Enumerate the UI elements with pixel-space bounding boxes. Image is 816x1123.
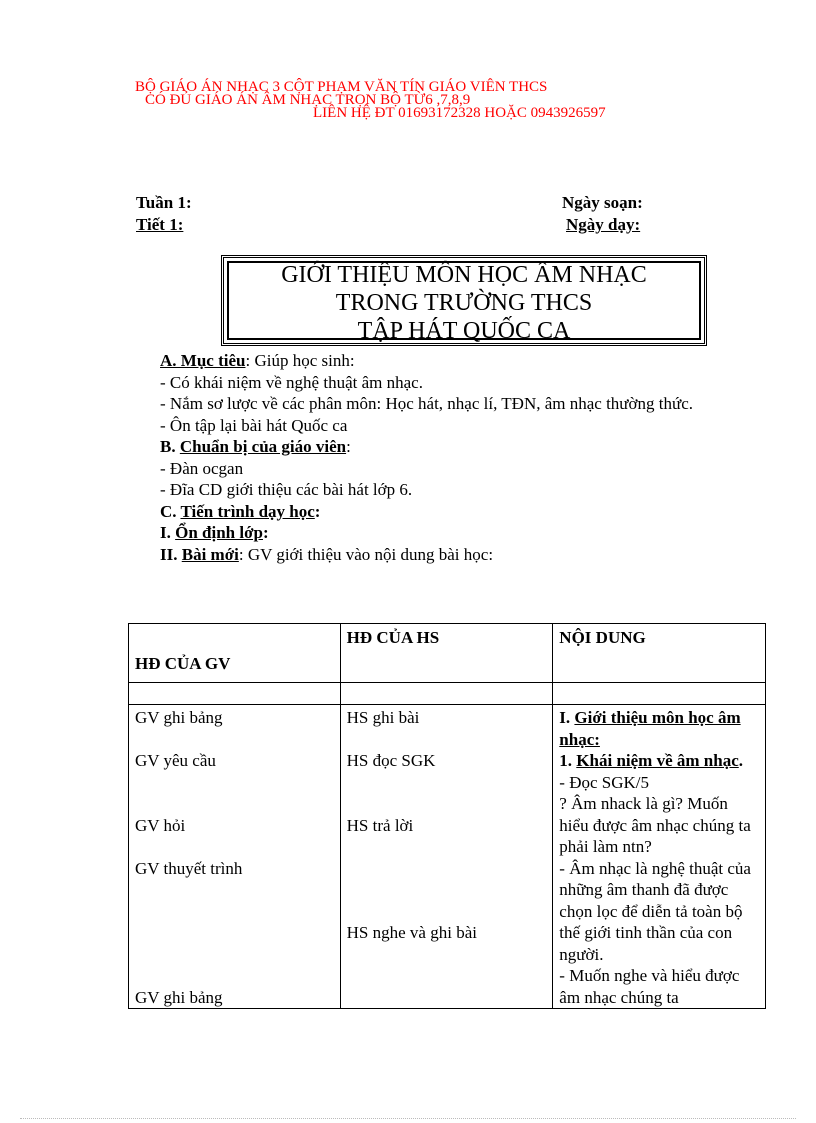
page-bottom-border (20, 1118, 796, 1119)
lesson-title-box (221, 255, 707, 346)
promo-line-2: CÓ ĐỦ GIÁO ÁN ÂM NHẠC TRỌN BỘ TỪ6 ,7,8,9 (145, 92, 471, 108)
header-hs: HĐ CỦA HS (340, 624, 553, 683)
content-line: - Đọc SGK/5 (559, 772, 650, 792)
step1-suffix: : (262, 523, 269, 542)
process-prefix: C. (160, 501, 181, 521)
prep-suffix: : (346, 437, 351, 456)
gv-item: GV yêu cầu (135, 751, 216, 770)
prep-prefix: B. (160, 437, 180, 456)
title-line-3: TẬP HÁT QUỐC CA (357, 318, 571, 344)
hs-item: HS nghe và ghi bài (346, 923, 477, 942)
objective-item: - Nắm sơ lược về các phân môn: Học hát, nhạc lí, TĐN, âm nhạc thường thức. (160, 394, 693, 413)
table-row (129, 705, 766, 1009)
header-gv: HĐ CỦA GV (129, 624, 341, 683)
content-section-title: Giới thiệu môn học âm nhạc: (559, 708, 741, 749)
process-heading: Tiến trình dạy học (180, 501, 315, 521)
date-taught-label: Ngày dạy: (566, 215, 641, 234)
content-sub-prefix: 1. (559, 751, 577, 770)
objective-item: - Có khái niệm về nghệ thuật âm nhạc. (160, 372, 423, 392)
lesson-activity-table (128, 623, 766, 1009)
hs-item: HS trả lời (346, 815, 414, 835)
promo-line-3: LIÊN HỆ ĐT 01693172328 HOẶC 0943926597 (313, 105, 606, 121)
lesson-body (160, 350, 740, 565)
hs-item: HS đọc SGK (346, 751, 436, 770)
prep-line (160, 436, 740, 458)
gv-column (129, 705, 341, 1009)
process-line (160, 501, 740, 523)
gv-item: GV hỏi (135, 815, 186, 835)
hs-column (340, 705, 553, 1009)
period-label: Tiết 1: (136, 215, 184, 234)
prep-item: - Đàn ocgan (160, 458, 244, 478)
header-content: NỘI DUNG (553, 624, 766, 683)
objectives-intro: : Giúp học sinh: (245, 351, 355, 370)
table-spacer-row (129, 683, 766, 705)
step2-heading: Bài mới (181, 544, 239, 564)
step2-prefix: II. (160, 544, 182, 564)
process-suffix: : (314, 501, 321, 521)
content-line: - Âm nhạc là nghệ thuật của những âm thanh đã được chọn lọc để diễn tả toàn bộ thế giới tinh thần của con người. (559, 858, 751, 964)
content-sub-title: Khái niệm về âm nhạc (576, 751, 739, 770)
content-column (553, 705, 766, 1009)
date-prepared-label: Ngày soạn: (562, 193, 643, 212)
objectives-line (160, 350, 740, 372)
hs-item: HS ghi bài (346, 708, 420, 727)
content-line: ? Âm nhack là gì? Muốn hiểu được âm nhạc chúng ta phải làm ntn? (559, 794, 751, 856)
step1-heading: Ổn định lớp (175, 523, 263, 542)
prep-heading: Chuẩn bị của giáo viên (179, 437, 347, 456)
promo-line-1: BỘ GIÁO ÁN NHẠC 3 CỘT PHẠM VĂN TÍN GIÁO VIÊN THCS (135, 79, 548, 95)
objectives-heading: A. Mục tiêu (160, 351, 246, 370)
step1-prefix: I. (160, 523, 176, 542)
content-sub-heading: 1. Khái niệm về âm nhạc. (559, 751, 743, 770)
objective-item: - Ôn tập lại bài hát Quốc ca (160, 415, 348, 435)
content-section-prefix: I. (559, 708, 575, 727)
title-line-2: TRONG TRƯỜNG THCS (335, 290, 593, 316)
step2-suffix: : GV giới thiệu vào nội dung bài học: (238, 544, 494, 564)
gv-item: GV ghi bảng (135, 708, 223, 727)
content-section-heading (559, 707, 759, 750)
prep-item: - Đĩa CD giới thiệu các bài hát lớp 6. (160, 480, 413, 499)
week-label: Tuần 1: (136, 193, 192, 212)
table-header-row (129, 624, 766, 683)
gv-item: GV thuyết trình (135, 858, 243, 878)
gv-item: GV ghi bảng (135, 987, 223, 1007)
title-line-1: GIỚI THIỆU MÔN HỌC ÂM NHẠC (281, 262, 647, 288)
step2-line (160, 544, 740, 566)
content-line: - Muốn nghe và hiểu được âm nhạc chúng ta (559, 966, 740, 1007)
step1-line (160, 522, 740, 544)
